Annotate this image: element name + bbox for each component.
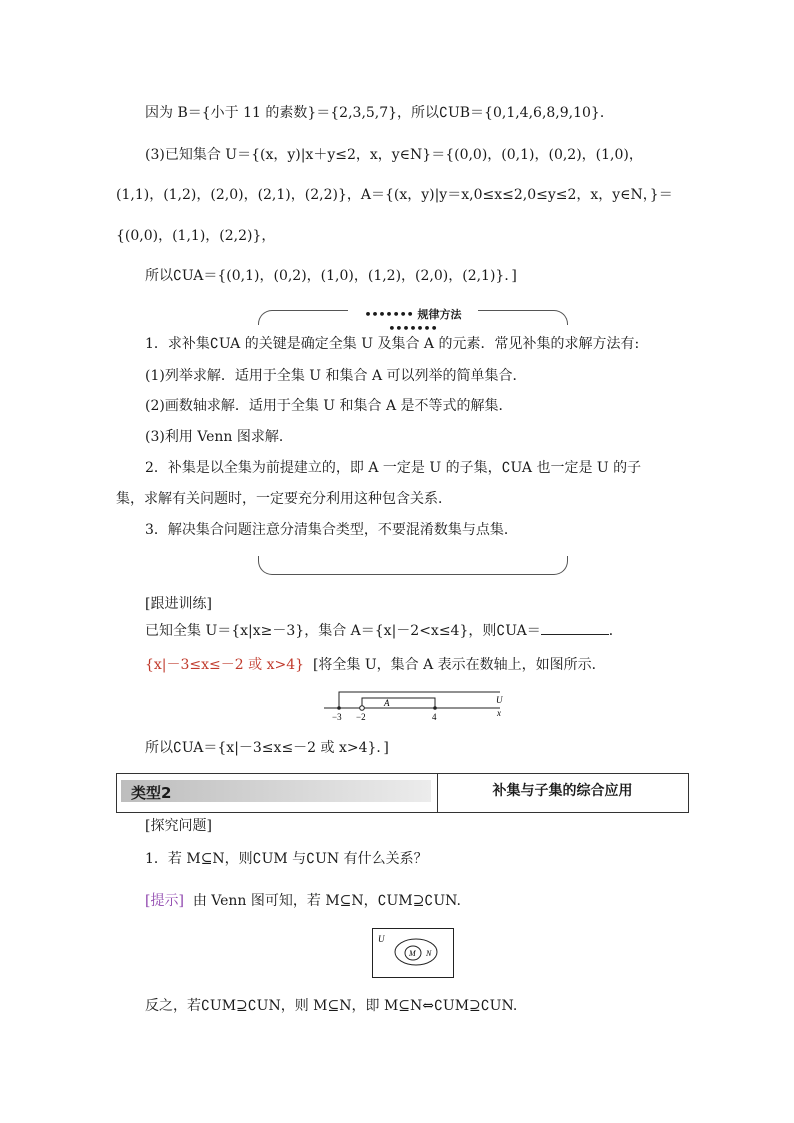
conclusion-line: 所以∁UA＝{x|－3≤x≤－2 或 x>4}．] bbox=[145, 740, 389, 756]
venn-label-n: N bbox=[426, 949, 432, 958]
tick-label-minus-2: −2 bbox=[356, 712, 366, 722]
hint-label: [提示] bbox=[145, 893, 184, 909]
point-minus-3 bbox=[337, 706, 341, 710]
type-label: 类型2 bbox=[131, 784, 172, 802]
type-banner-left bbox=[121, 780, 431, 802]
text-line-2: (3)已知集合 U＝{(x，y)|x＋y≤2，x，y∈N}＝{(0,0)，(0,1)，(0,2)，(1,0)， bbox=[145, 147, 643, 163]
answer-explanation: [将全集 U，集合 A 表示在数轴上，如图所示． bbox=[312, 657, 606, 673]
method-title-dots-right: ••••••• bbox=[388, 322, 438, 335]
method-box-bottom-border bbox=[258, 556, 568, 575]
method-line-4: (3)利用 Venn 图求解． bbox=[145, 429, 293, 445]
text-line-1: 因为 B＝{小于 11 的素数}＝{2,3,5,7}，所以∁UB＝{0,1,4,6,8,9,10}． bbox=[145, 105, 614, 121]
tick-label-4: 4 bbox=[432, 712, 437, 722]
axis-x-label: x bbox=[497, 708, 501, 718]
set-a-label: A bbox=[384, 698, 390, 708]
method-line-6: 集，求解有关问题时，一定要充分利用这种包含关系． bbox=[116, 491, 452, 507]
number-line-figure bbox=[320, 688, 520, 722]
train-question-text: 已知全集 U＝{x|x≥－3}，集合 A＝{x|－2<x≤4}，则∁UA＝ bbox=[145, 623, 541, 639]
method-title bbox=[348, 306, 478, 335]
venn-label-u: U bbox=[378, 934, 385, 944]
venn-diagram bbox=[372, 928, 454, 978]
text-line-5: 所以∁UA＝{(0,1)，(0,2)，(1,0)，(1,2)，(2,0)，(2,1)}．] bbox=[145, 268, 517, 284]
method-line-3: (2)画数轴求解．适用于全集 U 和集合 A 是不等式的解集． bbox=[145, 398, 513, 414]
method-line-1: 1．求补集∁UA 的关键是确定全集 U 及集合 A 的元素．常见补集的求解方法有: bbox=[145, 336, 640, 352]
text-line-3: (1,1)，(1,2)，(2,0)，(2,1)，(2,2)}，A＝{(x，y)|y＝x,0≤x≤2,0≤y≤2，x，y∈N，}＝ bbox=[116, 187, 673, 203]
train-question-end: ． bbox=[608, 623, 623, 639]
method-line-7: 3．解决集合问题注意分清集合类型，不要混淆数集与点集． bbox=[145, 522, 518, 538]
text-line-4: {(0,0)，(1,1)，(2,2)}， bbox=[116, 228, 276, 244]
method-title-text: 规律方法 bbox=[417, 308, 462, 321]
method-line-5: 2．补集是以全集为前提建立的，即 A 一定是 U 的子集，∁UA 也一定是 U 的子 bbox=[145, 460, 642, 476]
method-line-2: (1)列举求解．适用于全集 U 和集合 A 可以列举的简单集合． bbox=[145, 368, 527, 384]
final-line: 反之，若∁UM⊇∁UN，则 M⊆N，即 M⊆N⇔∁UM⊇∁UN. bbox=[145, 998, 518, 1014]
point-minus-2-open bbox=[360, 706, 365, 711]
tick-label-minus-3: −3 bbox=[332, 712, 342, 722]
set-a-bracket bbox=[362, 698, 435, 708]
point-4 bbox=[433, 706, 437, 710]
universe-label: U bbox=[496, 695, 503, 705]
answer-line bbox=[145, 655, 606, 675]
explore-label: [探究问题] bbox=[145, 818, 212, 834]
type-title: 补集与子集的综合应用 bbox=[492, 783, 633, 799]
method-title-dots-left: ••••••• bbox=[364, 308, 414, 321]
type-banner bbox=[116, 773, 689, 813]
train-label: [跟进训练] bbox=[145, 596, 212, 612]
question-1: 1．若 M⊆N，则∁UM 与∁UN 有什么关系？ bbox=[145, 851, 428, 867]
hint-text: 由 Venn 图可知，若 M⊆N，∁UM⊇∁UN. bbox=[192, 893, 461, 909]
answer-blank bbox=[541, 620, 609, 635]
venn-label-m: M bbox=[409, 949, 416, 958]
hint-line bbox=[145, 891, 461, 911]
train-question bbox=[145, 620, 623, 641]
answer-red: {x|－3≤x≤－2 或 x>4} bbox=[145, 657, 305, 673]
